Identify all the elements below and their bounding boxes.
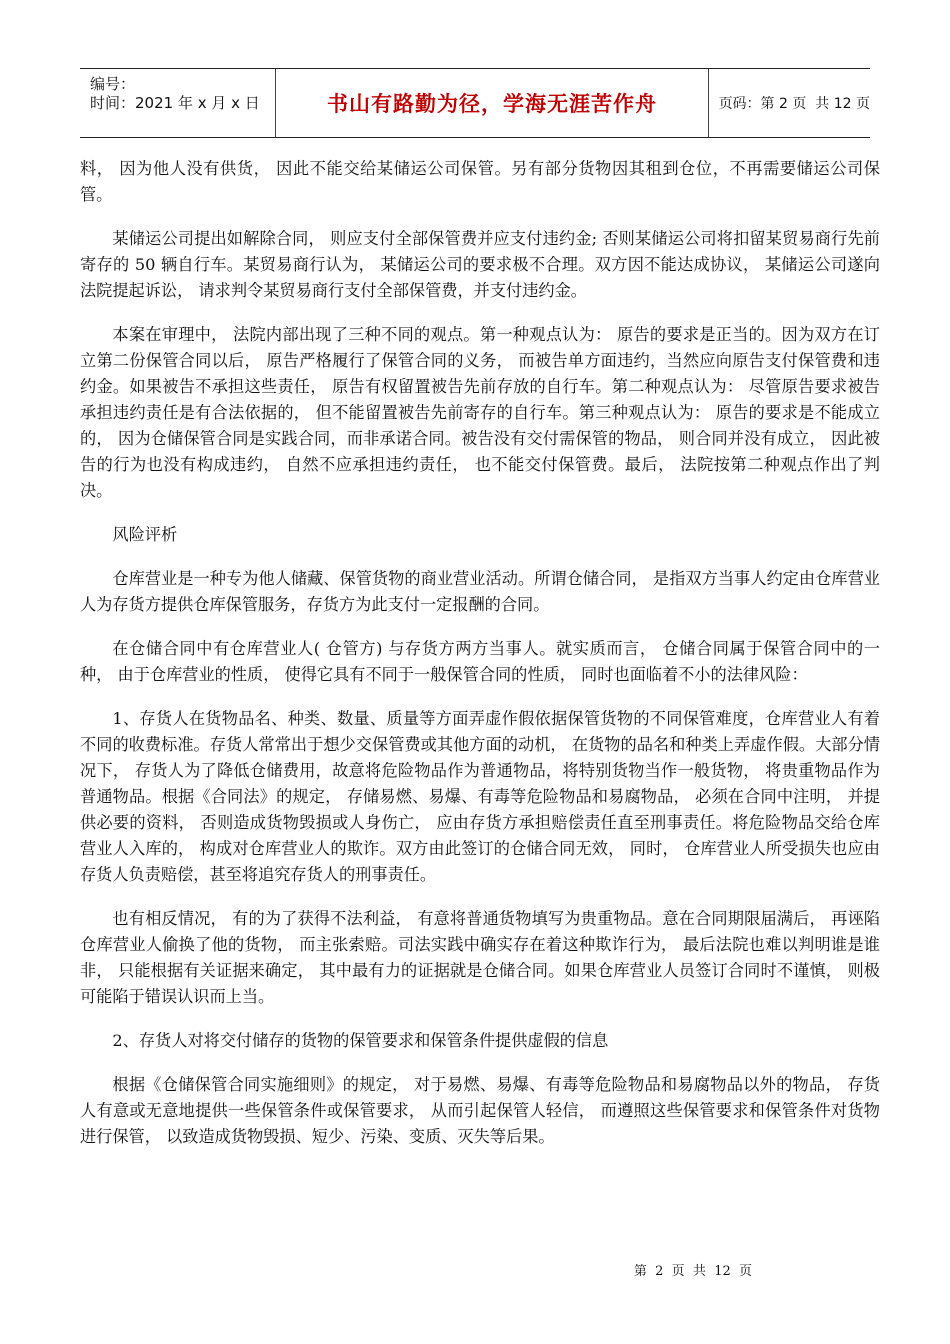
paragraph: 在仓储合同中有仓库营业人( 仓管方) 与存货方两方当事人。就实质而言， 仓储合同属于保管合同中的一种， 由于仓库营业的性质， 使得它具有不同于一般保管合同的性质， 同时也面临着不小的法律风险： [80,639,880,684]
paragraph: 本案在审理中， 法院内部出现了三种不同的观点。第一种观点认为： 原告的要求是正当的。因为双方在订立第二份保管合同以后， 原告严格履行了保管合同的义务， 而被告单方面违约，当然应向原告支付保管费和违约金。如果被告不承担这些责任， 原告有权留置被告先前存放的自行车。第二种观点认为： 尽管原告要求被告承担违约责任是有合法依据的， 但不能留置被告先前寄存的自行车。第三种观点认为： 原告的要求是不能成立的， 因为仓储保管合同是实践合同，而非承诺合同。被告没有交付需保管的物品， 则合同并没有成立， 因此被告的行为也没有构成违约， 自然不应承担违约责任， 也不能交付保管费。最后， 法院按第二种观点作出了判决。 [80,325,880,500]
paragraph-risk-2-heading: 2、存货人对将交付储存的货物的保管要求和保管条件提供虚假的信息 [112,1031,609,1050]
document-date-label: 时间：2021 年 x 月 x 日 [90,94,260,112]
header-meta [80,69,276,137]
paragraph: 仓库营业是一种专为他人储藏、保管货物的商业营业活动。所谓仓储合同， 是指双方当事人约定由仓库营业人为存货方提供仓库保管服务，存货方为此支付一定报酬的合同。 [80,569,880,614]
document-header [80,68,870,138]
header-motto: 书山有路勤为径，学海无涯苦作舟 [276,69,708,137]
paragraph-risk-1: 1、存货人在货物品名、种类、数量、质量等方面弄虚作假依据保管货物的不同保管难度，仓库营业人有着不同的收费标准。存货人常常出于想少交保管费或其他方面的动机， 在货物的品名和种类上弄虚作假。大部分情况下， 存货人为了降低仓储费用，故意将危险物品作为普通物品，将特别货物当作一般货物， 将贵重物品作为普通物品。根据《合同法》的规定， 存储易燃、易爆、有毒等危险物品和易腐物品， 必须在合同中注明， 并提供必要的资料， 否则造成货物毁损或人身伤亡， 应由存货方承担赔偿责任直至刑事责任。将危险物品交给仓库营业人入库的， 构成对仓库营业人的欺诈。双方由此签订的仓储合同无效， 同时， 仓库营业人所受损失也应由存货人负责赔偿，甚至将追究存货人的刑事责任。 [80,709,880,884]
section-heading-risk-analysis: 风险评析 [112,525,178,544]
header-page-info [709,69,870,137]
paragraph: 某储运公司提出如解除合同， 则应支付全部保管费并应支付违约金; 否则某储运公司将扣留某贸易商行先前寄存的 50 辆自行车。某贸易商行认为， 某储运公司的要求极不合理。双方因不能达成协议， 某储运公司遂向法院提起诉讼， 请求判令某贸易商行支付全部保管费，并支付违约金。 [80,229,880,300]
document-body [80,156,880,1168]
footer-page-number: 第 2 页 共 12 页 [633,1264,752,1279]
page-footer [0,1260,950,1279]
document-number-label: 编号： [90,75,136,93]
header-page-label: 页码：第 2 页 共 12 页 [718,96,870,112]
paragraph-continuation: 料， 因为他人没有供货， 因此不能交给某储运公司保管。另有部分货物因其租到仓位，不再需要储运公司保管。 [80,159,880,204]
paragraph: 根据《仓储保管合同实施细则》的规定， 对于易燃、易爆、有毒等危险物品和易腐物品以外的物品， 存货人有意或无意地提供一些保管条件或保管要求， 从而引起保管人轻信， 而遵照这些保管要求和保管条件对货物进行保管， 以致造成货物毁损、短少、污染、变质、灭失等后果。 [80,1075,880,1146]
paragraph: 也有相反情况， 有的为了获得不法利益， 有意将普通货物填写为贵重物品。意在合同期限届满后， 再诬陷仓库营业人偷换了他的货物， 而主张索赔。司法实践中确实存在着这种欺诈行为， 最后法院也难以判明谁是谁非， 只能根据有关证据来确定， 其中最有力的证据就是仓储合同。如果仓库营业人员签订合同时不谨慎， 则极可能陷于错误认识而上当。 [80,909,880,1006]
